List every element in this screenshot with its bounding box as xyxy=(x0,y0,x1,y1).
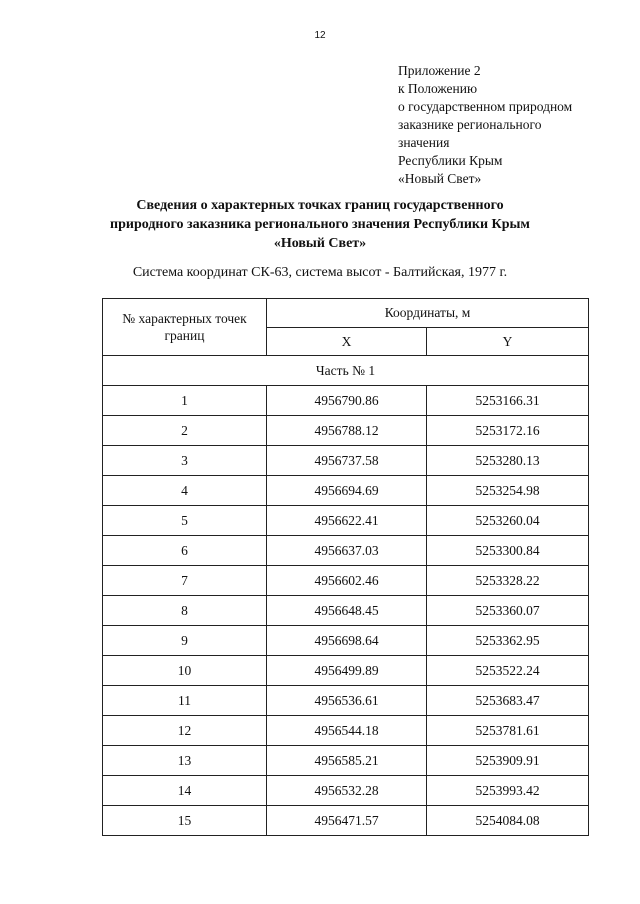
y-coordinate-cell: 5253522.24 xyxy=(427,656,589,686)
x-coordinate-cell: 4956602.46 xyxy=(267,566,427,596)
x-coordinate-cell: 4956536.61 xyxy=(267,686,427,716)
appendix-line: о государственном природном xyxy=(398,99,573,114)
appendix-line: к Положению xyxy=(398,81,478,96)
point-number-cell: 4 xyxy=(103,476,267,506)
table-row xyxy=(103,476,589,506)
table-row xyxy=(103,566,589,596)
y-coordinate-cell: 5253993.42 xyxy=(427,776,589,806)
y-coordinate-cell: 5254084.08 xyxy=(427,806,589,836)
point-number-header xyxy=(103,299,267,356)
appendix-line: Республики Крым xyxy=(398,153,503,168)
title-line: «Новый Свет» xyxy=(273,236,367,251)
table-row xyxy=(103,746,589,776)
y-coordinate-cell: 5253328.22 xyxy=(427,566,589,596)
y-coordinate-cell: 5253683.47 xyxy=(427,686,589,716)
x-coordinate-cell: 4956790.86 xyxy=(267,386,427,416)
y-coordinate-cell: 5253260.04 xyxy=(427,506,589,536)
table-row xyxy=(103,446,589,476)
table-row xyxy=(103,806,589,836)
y-coordinate-cell: 5253280.13 xyxy=(427,446,589,476)
appendix-line: заказнике регионального xyxy=(398,117,542,132)
point-number-cell: 13 xyxy=(103,746,267,776)
y-coordinate-cell: 5253166.31 xyxy=(427,386,589,416)
y-coordinate-cell: 5253300.84 xyxy=(427,536,589,566)
part-row xyxy=(103,356,589,386)
y-coordinate-cell: 5253172.16 xyxy=(427,416,589,446)
point-number-cell: 8 xyxy=(103,596,267,626)
point-number-cell: 3 xyxy=(103,446,267,476)
point-number-cell: 10 xyxy=(103,656,267,686)
title-line: природного заказника регионального значения Республики Крым xyxy=(110,217,530,232)
x-coordinate-cell: 4956737.58 xyxy=(267,446,427,476)
table-row xyxy=(103,536,589,566)
table-row xyxy=(103,596,589,626)
table-row xyxy=(103,416,589,446)
point-number-cell: 11 xyxy=(103,686,267,716)
y-coordinate-cell: 5253362.95 xyxy=(427,626,589,656)
appendix-line: «Новый Свет» xyxy=(398,171,482,186)
table-row xyxy=(103,656,589,686)
appendix-note xyxy=(398,62,628,188)
point-number-cell: 6 xyxy=(103,536,267,566)
table-row xyxy=(103,626,589,656)
x-coordinate-cell: 4956585.21 xyxy=(267,746,427,776)
point-number-header-line: № характерных точек xyxy=(122,311,247,326)
x-coordinate-cell: 4956544.18 xyxy=(267,716,427,746)
x-coordinate-cell: 4956471.57 xyxy=(267,806,427,836)
table-row xyxy=(103,716,589,746)
y-coordinate-cell: 5253781.61 xyxy=(427,716,589,746)
coordinates-header: Координаты, м xyxy=(267,299,589,328)
appendix-line: значения xyxy=(398,135,450,150)
point-number-header-line: границ xyxy=(164,328,205,343)
y-coordinate-cell: 5253909.91 xyxy=(427,746,589,776)
table-header-row xyxy=(103,299,589,328)
x-coordinate-cell: 4956648.45 xyxy=(267,596,427,626)
y-coordinate-cell: 5253254.98 xyxy=(427,476,589,506)
x-coordinate-cell: 4956788.12 xyxy=(267,416,427,446)
point-number-cell: 1 xyxy=(103,386,267,416)
x-coordinate-cell: 4956499.89 xyxy=(267,656,427,686)
y-column-header: Y xyxy=(427,328,589,356)
coordinate-system-note: Система координат СК-63, система высот - Балтийская, 1977 г. xyxy=(132,265,508,280)
point-number-cell: 2 xyxy=(103,416,267,446)
x-coordinate-cell: 4956532.28 xyxy=(267,776,427,806)
x-coordinate-cell: 4956622.41 xyxy=(267,506,427,536)
x-column-header: X xyxy=(267,328,427,356)
table-row xyxy=(103,506,589,536)
y-coordinate-cell: 5253360.07 xyxy=(427,596,589,626)
x-coordinate-cell: 4956637.03 xyxy=(267,536,427,566)
point-number-cell: 15 xyxy=(103,806,267,836)
title-line: Сведения о характерных точках границ государственного xyxy=(136,198,504,213)
table-row xyxy=(103,386,589,416)
point-number-cell: 14 xyxy=(103,776,267,806)
table-row xyxy=(103,686,589,716)
page-number: 12 xyxy=(314,30,326,41)
point-number-cell: 9 xyxy=(103,626,267,656)
part-label: Часть № 1 xyxy=(103,356,589,386)
point-number-cell: 7 xyxy=(103,566,267,596)
x-coordinate-cell: 4956694.69 xyxy=(267,476,427,506)
point-number-cell: 12 xyxy=(103,716,267,746)
document-title xyxy=(60,196,580,253)
coordinates-table xyxy=(102,298,589,836)
point-number-cell: 5 xyxy=(103,506,267,536)
table-row xyxy=(103,776,589,806)
appendix-line: Приложение 2 xyxy=(398,63,481,78)
x-coordinate-cell: 4956698.64 xyxy=(267,626,427,656)
